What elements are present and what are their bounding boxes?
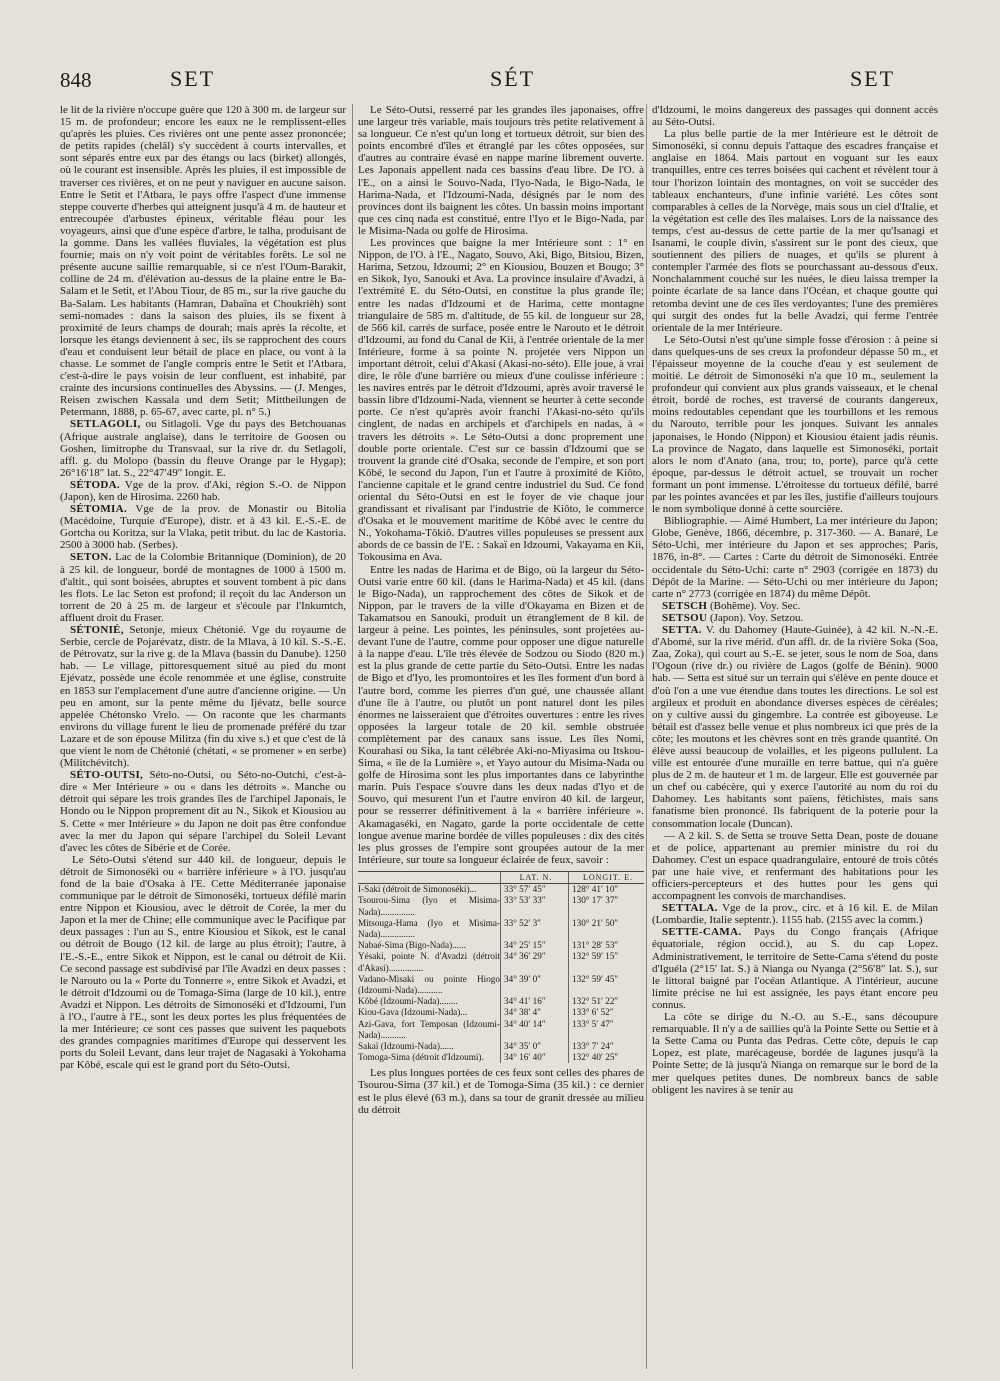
lighthouse-name-cell: Yésaki, pointe N. d'Avadzi (détroit d'Akasi)............... [358,951,500,973]
table-row [358,1019,644,1041]
entry-setsou [652,612,938,624]
entry-setonie [60,624,346,769]
headword: SÉTO-OUTSI, [70,769,144,782]
paragraph: Entre les nadas de Harima et de Bigo, où la largeur du Séto-Outsi varie entre 60 kil. (dans le Harima-Nada) et 45 kil. (dans le Bigo-Nada), un rapprochement des côtes de Sikok et de Nippon, par le travers de la ville d'Okayama en Bizen et de Takamatsou en Sanouki, produit un étranglement de 8 kil. de largeur à peine. Les pointes, les péninsules, sont projetées au-devant l'une de l'autre, comme pour opposer une digue naturelle à la nappe d'eau. L'île très élevée de Sodzou ou Siodo (820 m.) est la plus grande de cette partie du Séto-Outsi. Entre les nadas de Bigo et d'Iyo, les promontoires et les îles forment d'un bord à l'autre bord, comme les pierres d'un gué, une chaussée allant d'une île à l'autre, ou plutôt un pont naturel dont les piles énormes ne laisseraient que d'étroites ouvertures : entre les rives opposées la largeur totale de 20 kil. semble obstruée complètement par des canaux sans issue. Les îles Nomi, Kourahasi ou Sika, la tant célébrée Aki-no-Miyasima ou Itskou-Sima, « île de la Lumière », et Yayo autour du Misima-Nada ou golfe de Hirosima sont les plus importantes dans ce labyrinthe marin. Puis l'espace s'ouvre dans les deux nadas d'Iyo et de Souvo, qui mesurent l'un et l'autre environ 40 kil. de largeur, pour se resserrer définitivement à la « barrière inférieure ». Akamagaséki, en Nagato, garde la porte occidentale de cette longue avenue marine bordée de villes populeuses : dix des cités les plus grosses de l'empire sont groupées autour de la mer Intérieure, sur toute sa longueur éclairée de feux, savoir : [358,563,644,866]
paragraph: Le Séto-Outsi s'étend sur 440 kil. de longueur, depuis le détroit de Simonoséki ou « barrière inférieure » à l'O. jusqu'au fond de la baie d'Osaka à l'E. Cette Méditerranée japonaise communique par le détroit de Simonoséki, tortueux défilé marin entre Nippon et Kiousiou, avec le détroit de Corée, la mer du Japon et la mer de Chine; elle communique avec le Pacifique par deux passages : l'un au S., entre Kiousiou et Sikok, est le canal ou détroit de Bougo (12 kil. de large au plus étroit); l'autre, à l'E.-S.-E., entre Sikok et Nippon, est le canal ou détroit de Kii. Ce second passage est subdivisé par l'île Avadzi en deux passes : le Narouto ou la « Porte du Tonnerre », entre Sikok et Avadzi, et le détroit d'Idzoumi ou de Tomaga-Sima (large de 10 kil.), entre Avadzi et Nippon. Les détroits de Simonoséki et d'Idzoumi, l'un à l'O., l'autre à l'E., sont les deux portes les plus fréquentées de la mer Intérieure; ce sont ces passes que suivent les paquebots des grandes compagnies maritimes d'Europe qui desservent les ports du Soleil Levant, dans leur trajet de Nagasaki à Yokohama par Kôbé, escale qui est le grand port du Séto-Outsi. [60,853,346,1072]
headword: SETTA. [662,624,702,637]
headword: SETSOU [662,611,708,624]
entry-seto-outsi [60,769,346,854]
entry-text: (Bohême). Voy. Sec. [707,599,801,612]
table-row [358,951,644,973]
entry-text: Séto-no-Outsi, ou Séto-no-Outchi, c'est-à-dire « Mer Intérieure » ou « dans les détroits ». Manche ou détroit qui sépare les trois grandes îles de l'archipel Japonais, le Hondo ou le Nippon proprement dit au N., Sikok et Kiousiou au S. Cette « mer Intérieure » du Japon ne doit pas être confondue avec la mer du Japon qui sépare l'archipel du Soleil Levant d'avec les côtes de Sibérie et de Corée. [60,769,346,854]
column-header-lon: LONGIT. E. [568,872,644,883]
text-column-right [652,104,938,1369]
page-header [60,66,940,100]
text-column-center [358,104,644,1369]
running-head-right: SET [850,66,896,91]
column-divider [352,104,353,1369]
longitude-cell: 133° 6′ 52″ [568,1007,644,1018]
entry-settala [652,902,938,926]
entry-text: Pays du Congo français (Afrique équatoriale, région occid.), au S. du cap Lopez. Administrativement, le territoire de Sette-Cama s'étend du poste d'Iguéla (2°15′ lat. S.) à Nianga ou Nyanga (2°56′8″ lat. S.), sur le littoral baigné par l'océan Atlantique. A l'intérieur, aucune limite précise ne lui est assignée, les pays étant encore peu connus. [652,926,938,1011]
latitude-cell: 34° 40′ 14″ [500,1019,568,1041]
table-row [358,996,644,1007]
headword: SETON. [70,551,112,564]
column-header-name [358,872,500,883]
lighthouse-name-cell: Vadano-Misaki ou pointe Hiogo (Idzoumi-Nada)........... [358,973,500,995]
latitude-cell: 34° 41′ 16″ [500,996,568,1007]
latitude-cell: 34° 36′ 29″ [500,951,568,973]
entry-sette-cama [652,926,938,1011]
entry-text: (Japon). Voy. Setzou. [707,611,804,624]
entry-seton [60,551,346,624]
text-column-left [60,104,346,1369]
page-number: 848 [60,68,92,92]
entry-setomia [60,503,346,551]
lighthouse-table [358,871,644,1063]
table-row [358,1007,644,1018]
longitude-cell: 130° 17′ 37″ [568,895,644,917]
entry-setlagoli [60,418,346,478]
headword: SETLAGOLI, [70,418,141,431]
bibliography: Bibliographie. — Aimé Humbert, La mer intérieure du Japon; Globe, Genève, 1866, décembre, p. 317-360. — A. Banaré, Le Séto-Uchi, mer intérieure du Japon et ses approches; Paris, 1876, in-8°. — Cartes : Carte du détroit de Simonoséki. Entrée occidentale du Séto-Uchi: carte n° 2903 (corrigée en 1873) du Dépôt de la Marine. — Séto-Uchi ou mer intérieure du Japon; carte n° 2773 (corrigée en 1874) du même Dépôt. [652,515,938,600]
lighthouse-name-cell: Nabaé-Sima (Bigo-Nada)...... [358,940,466,951]
paragraph: d'Idzoumi, le moins dangereux des passages qui donnent accès au Séto-Outsi. [652,104,938,129]
lighthouse-name-cell: Azi-Gava, fort Temposan (Idzoumi-Nada)........... [358,1018,500,1040]
entry-text: Vge de la prov. de Monastir ou Bitolia (Macédoine, Turquie d'Europe), distr. et à 43 kil. E.-S.-E. de Gortcha ou Koritza, sur la Vlaka, petit tribut. du lac de Kastoria. 2500 à 3000 hab. (Serbes). [60,503,346,552]
paragraph: le lit de la rivière n'occupe guère que 120 à 300 m. de largeur sur 15 m. de profondeur; encore les eaux ne le remplissent-elles qu'après les pluies. Ces rivières ont une pente assez prononcée; de petits rapides (chelâl) s'y succèdent à courts intervalles, et sont séparés entre eux par des étangs ou lacs (birket) allongés, où le courant est insensible. Après les pluies, il est impossible de traverser ces rivières, et on ne peut y naviguer en aucune saison. Entre le Setit et l'Atbara, le pays offre l'aspect d'une immense steppe couverte d'herbes qui atteignent jusqu'à 4 m. de hauteur et entrecoupée d'arbustes épineux, véritable fléau pour les voyageurs, ainsi que d'une espèce d'arbre, le talha, produisant de la gomme. Dans les vallées fluviales, la végétation est plus fournie; mais on n'y voit point de véritables forêts. Le sol ne présente aucune saillie remarquable, si ce n'est l'Oum-Barakit, colline de 24 m. d'élévation au-dessus de la plaine entre le Ba-Salam et le Setit, et l'Abou Tiour, de 85 m., sur la rive gauche du Ba-Salam. Les habitants (Hamran, Dabaïna et Choukrièh) sont semi-nomades : dans la saison des pluies, ils se fixent à proximité de leurs champs de dourah; mais après la récolte, et lorsque les étangs deviennent à sec, ils se rapprochent des cours d'eau et conduisent leur bétail de place en place, ou vont à la chasse. Le sommet de l'angle compris entre le Setit et l'Atbara, c'est-à-dire le pays voisin de leur confluent, est inhabité, par crainte des incursions continuelles des Abyssins. — (J. Menges, Reisen zwischen Kassala und dem Setit; Mittheilungen de Petermann, 1888, p. 65-67, avec carte, pl. n° 5.) [60,104,346,419]
table-header [358,871,644,884]
paragraph: La plus belle partie de la mer Intérieure est le détroit de Simonoséki, si connu depuis l'attaque des escadres française et anglaise en 1864. Mais partout en voguant sur les eaux tranquilles, entre ces terres boisées qui cachent et révèlent tour à tour l'horizon lointain des montagnes, on voit se succéder des tableaux enchanteurs, d'une infinie variété. Les côtes sont comparables à celles de la Norvège, mais sous un ciel d'Italie, et la végétation est celle des îles malaises. Lors de la naissance des temps, c'est au-dessus de cette partie de la mer qu'Isanagi et Isanami, le couple divin, s'assirent sur le pont des cieux, que soutiennent des piliers de nuages, et qu'ils se plurent à contempler l'armée des flots se pourchassant au-dessous d'eux. Nonchalamment couché sur les nuées, le dieu laissa tremper la pointe écarlate de sa lance dans l'Océan, et chaque goutte qui retomba devint une de ces îles verdoyantes; l'une des premières qui surgit des ondes fut la belle Avadzi, qui ferme l'entrée orientale de la mer Intérieure. [652,128,938,334]
longitude-cell: 133° 7′ 24″ [568,1041,644,1052]
longitude-cell: 130° 21′ 50″ [568,918,644,940]
lighthouse-name-cell: Sakaï (Idzoumi-Nada)...... [358,1040,454,1051]
latitude-cell: 34° 38′ 4″ [500,1007,568,1018]
lighthouse-name-cell: I-Saki (détroit de Simonoséki)... [358,884,477,895]
paragraph: Le Séto-Outsi, resserré par les grandes îles japonaises, offre une largeur très variable, mais toujours très petite relativement à sa longueur. Ce n'est qu'un long et tortueux détroit, sur bien des points encombré d'îles et étranglé par les côtes opposées, sur d'autres au contraire évasé en nappe marine librement ouverte. Les Japonais appellent nada ces bassins d'eau libre. De l'O. à l'E., on a ainsi le Souvo-Nada, l'Iyo-Nada, le Bigo-Nada, le Harima-Nada, et l'Idzoumi-Nada, désignés par le nom des provinces dont ils baignent les côtes. Un bassin moins important que ces cinq nada est constitué, entre l'Iyo et le Bigo-Nada, par le Misima-Nada ou golfe de Hirosima. [358,104,644,237]
longitude-cell: 131° 28′ 53″ [568,940,644,951]
lighthouse-name-cell: Kiou-Gava (Idzoumi-Nada)... [358,1007,468,1018]
entry-setsch [652,600,938,612]
paragraph: Les plus longues portées de ces feux sont celles des phares de Tsourou-Sima (37 kil.) et de Tomoga-Sima (35 kil.) : ce dernier est le plus élevé (63 m.), dans sa tour de granit dressée au milieu du détroit [358,1067,644,1116]
headword: SÉTOMIA. [70,503,127,516]
table-row [358,974,644,996]
headword: SETTALA. [662,902,718,915]
paragraph: — A 2 kil. S. de Setta se trouve Setta Dean, poste de douane et de police, appartenant au premier ministre du roi du Dahomey. C'est un espace quadrangulaire, entouré de trois côtés par une haie vive, et renfermant des habitations pour les officiers-percepteurs et des huttes pour les gens qui accompagnent les convois de marchandises. [652,829,938,903]
latitude-cell: 34° 39′ 0″ [500,974,568,996]
entry-text: ou Sitlagoli. Vge du pays des Betchouanas (Afrique australe anglaise), dans le territoire de Goosen ou Goshen, limitrophe du Transvaal, sur la rive dr. du Setlagoli, affl. g. du Molopo (bassin du fleuve Orange par le Hygap); 26°16′18″ lat. S., 22°47′49″ longit. E. [60,418,346,479]
latitude-cell: 33° 52′ 3″ [500,918,568,940]
longitude-cell: 132° 40′ 25″ [568,1052,644,1063]
column-divider [646,104,647,1369]
table-row [358,918,644,940]
entry-setoda [60,479,346,503]
paragraph: Le Séto-Outsi n'est qu'une simple fosse d'érosion : à peine si dans quelques-uns de ses creux la profondeur dépasse 50 m., et l'épaisseur moyenne de la couche d'eau y est seulement de moitié. Le détroit de Simonoséki n'a que 10 m., seulement la profondeur qui convient aux plus grands vaisseaux, et le chenal étroit, bordé de roches, est traversé de courants dangereux, moins redoutables cependant que les tourbillons et les remous du Narouto, terrible pour les jonques. Suivant les annales japonaises, le Hondo (Nippon) et Kiousiou étaient jadis réunis. La province de Nagato, dans laquelle est Simonoséki, portait alors le nom d'Anato (ana, trou; to, porte), parce qu'à cette époque, par-dessus le détroit actuel, se trouvait un rocher formant un pont immense. L'étroitesse du tortueux défilé, barré par les pointes avancées et par les îles, justifie d'ailleurs toujours le nom symbolique donné à cette sourcière. [652,333,938,516]
latitude-cell: 34° 35′ 0″ [500,1041,568,1052]
longitude-cell: 132° 59′ 45″ [568,974,644,996]
headword: SÉTODA. [70,478,120,491]
entry-text: V. du Dahomey (Haute-Guinée), à 42 kil. N.-N.-E. d'Abomé, sur la rive mérid. d'un affl. dr. de la rivière Soka (Soa, Zaa, Zoka), qui court au S.-E. se jeter, sous le nom de Soa, dans l'Ogoun (rive dr.) ou rivière de Lagos (golfe de Bénin). 9000 hab. — Setta est situé sur un terrain qui s'élève en pente douce et d'où l'on a une vue étendue dans toutes les directions. Le sol est argileux et produit en abondance diverses espèces de céréales; on y cultive aussi du gingembre. La contrée est giboyeuse. Le bétail est d'assez belle venue et plus nombreux ici que près de la côte; les moutons et les chèvres sont en très grande quantité. On élève aussi beaucoup de volailles, et les pigeons pullulent. La ville est entourée d'une muraille en terre battue, qui n'a guère plus de 2 m. de hauteur et 1 m. de largeur. Elle est gouvernée par un chef ou cabécère, qui y exerce l'autorité au nom du roi du Dahomey. Les habitants sont païens, fétichistes, mais sans fanatisme bien prononcé. Ils fabriquent de la poterie pour la consommation locale (Duncan). [652,624,938,830]
running-head-left: SET [170,66,216,91]
column-header-lat: LAT. N. [500,872,568,883]
latitude-cell: 34° 16′ 40″ [500,1052,568,1063]
table-row [358,884,644,895]
table-row [358,1052,644,1063]
headword: SETTE-CAMA. [662,926,742,939]
longitude-cell: 132° 51′ 22″ [568,996,644,1007]
entry-text: Lac de la Colombie Britannique (Dominion), de 20 à 25 kil. de longueur, bordé de montagnes de 1000 à 1500 m. d'altit., qui sont boisées, abruptes et souvent tombent à pic dans les flots. Le lac Seton est profond; il reçoit du lac Anderson un torrent de 20 à 25 m. de largeur et s'écoule par l'Inkumtch, affluent droit du Fraser. [60,551,346,624]
latitude-cell: 33° 57′ 45″ [500,884,568,895]
latitude-cell: 33° 53′ 33″ [500,895,568,917]
lighthouse-name-cell: Tomoga-Sima (détroit d'Idzoumi). [358,1052,484,1063]
longitude-cell: 128° 41′ 10″ [568,884,644,895]
lighthouse-name-cell: Kôbé (Idzoumi-Nada)........ [358,996,458,1007]
lighthouse-name-cell: Tsourou-Sima (Iyo et Misima-Nada)............... [358,895,500,917]
table-row [358,1041,644,1052]
longitude-cell: 132° 59′ 15″ [568,951,644,973]
lighthouse-name-cell: Mitsouga-Hama (Iyo et Misima-Nada)............... [358,917,500,939]
paragraph: Les provinces que baigne la mer Intérieure sont : 1° en Nippon, de l'O. à l'E., Nagato, Souvo, Aki, Bigo, Bitsiou, Bizen, Harima, Setzou, Idzoumi; 2° en Kiousiou, Bouzen et Bougo; 3° en Sikok, Iyo, Sanouki et Ava. La province insulaire d'Avadzi, à l'extrémité E. du Séto-Outsi, en constitue la plus grande île; entre les nadas d'Idzoumi et de Harima, cette montagne triangulaire de 585 m. d'altitude, de 55 kil. de longueur sur 28, de 566 kil. carrés de surface, posée entre le Narouto et le détroit d'Idzoumi, au fond du Canal de Kii, à l'entrée orientale de la mer Intérieure, forme à sa pointe N. projetée vers Nippon un important détroit, celui d'Akasi (Akasi-no-séto). Elle joue, à vrai dire, le rôle d'une barrière ou mieux d'une coulisse inférieure : les navires entrés par le détroit d'Idzoumi, après avoir traversé le bassin libre d'Idzoumi-Nada, viennent se heurter à cette seconde porte. Ce n'est qu'après avoir franchi l'Akasi-no-séto qu'ils cinglent, de nadas en archipels et d'archipels en nadas, à « travers les détroits ». Le Séto-Outsi a donc proprement une double porte orientale. C'est sur ce bassin d'Idzoumi que se trouvent la grande cité d'Osaka, seconde de l'empire, et son port Kôbé, le second du Japon, l'un et l'autre à proximité de Kiôto, l'ancienne capitale et le grand centre industriel du Sud. Ce fond oriental du Séto-Outsi en est le foyer de vie chaque jour grandissant et rivalisant par l'industrie de Kiôto, le commerce d'Osaka et le mouvement maritime de Kôbé avec le centre du N., Yokohama-Tôkiô. D'autres villes populeuses se pressent aux abords de ce bassin de l'E. : Sakaï en Idzoumi, Vakayama en Kii, Tokousima en Ava. [358,237,644,564]
longitude-cell: 133° 5′ 47″ [568,1019,644,1041]
table-row [358,895,644,917]
entry-text: Vge de la prov. d'Aki, région S.-O. de Nippon (Japon), ken de Hirosima. 2260 hab. [60,478,346,503]
running-head-center: SÉT [490,66,536,91]
entry-setta [652,624,938,830]
table-row [358,940,644,951]
entry-text: Setonje, mieux Chétonié. Vge du royaume de Serbie, cercle de Pojarévatz, distr. de la Mlava, à 10 kil. S.-S.-E. de Pétrovatz, sur la rive g. de la Mlava (bassin du Danube). 1250 hab. — Le village, pittoresquement situé au pied du mont Ejévatz, possède une école renommée et une église, construite en 1853 sur l'emplacement d'une autre d'ancienne origine. — Un peu en amont, sur la pente même du Ijévatz, belle source appelée Chétonsko Vrelo. — On raconte que les charmants environs du village furent le lieu de promenade préféré du tzar Lazare et de son épouse Militza (fin du xive s.) et que c'est de là que vient le nom de Chétonié (chétati, « se promener » en serbe) (Militchévitch). [60,624,346,770]
paragraph: La côte se dirige du N.-O. au S.-E., sans découpure remarquable. Il n'y a de saillies qu'à la Pointe Sette ou Settie et à la Sette Cama ou Punta das Pedras. Cette côte, depuis le cap Lopez, est plate, marécageuse, bordée de lagunes jusqu'à la Pointe Sette; de là jusqu'à Nianga on remarque sur le bord de la mer quelques petites dunes. De nombreux bancs de sable obligent les navires à se tenir au [652,1011,938,1096]
headword: SETSCH [662,599,708,612]
headword: SÉTONIÉ, [70,624,124,637]
latitude-cell: 34° 25′ 15″ [500,940,568,951]
entry-text: Vge de la prov., circ. et à 16 kil. E. de Milan (Lombardie, Italie septentr.). 1155 hab. (2155 avec la comm.) [652,902,938,927]
